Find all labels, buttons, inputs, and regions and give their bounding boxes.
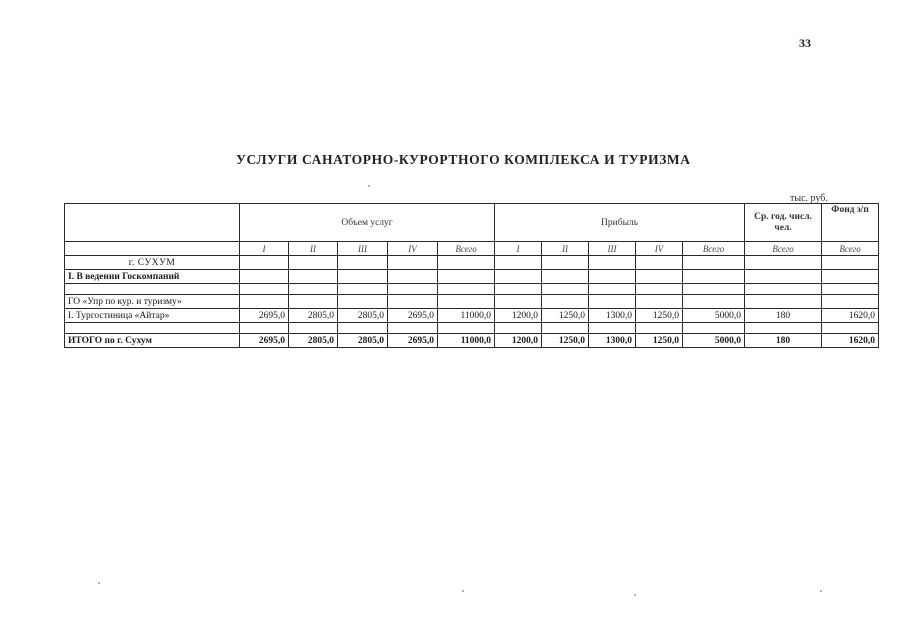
value-cell: 180 [745, 309, 822, 323]
value-cell: 2695,0 [240, 309, 289, 323]
group-header-row [65, 204, 879, 242]
total-cell: 1300,0 [589, 334, 636, 348]
scan-speck [634, 594, 636, 596]
payroll-header: Фонд з/п [822, 204, 879, 242]
total-cell: 5000,0 [683, 334, 745, 348]
value-cell: 1200,0 [495, 309, 542, 323]
scan-speck [820, 590, 822, 592]
total-cell: 1250,0 [636, 334, 683, 348]
value-cell: 1620,0 [822, 309, 879, 323]
total-cell: 2695,0 [240, 334, 289, 348]
total-cell: 1200,0 [495, 334, 542, 348]
org-label: ГО «Упр по кур. и туризму» [65, 295, 240, 309]
value-cell: 2695,0 [388, 309, 438, 323]
scan-speck [462, 590, 464, 592]
sub-header-cell: Всего [822, 242, 879, 256]
table-row [65, 309, 879, 323]
row-name: I. Тургостиница «Айтар» [65, 309, 240, 323]
avg-staff-header: Ср. год. числ. чел. [745, 204, 822, 242]
corner-cell [65, 204, 240, 242]
value-cell: 5000,0 [683, 309, 745, 323]
city-row [65, 256, 879, 270]
sub-header-cell: Всего [683, 242, 745, 256]
volume-header: Объем услуг [240, 204, 495, 242]
sub-header-cell: IV [388, 242, 438, 256]
scan-speck [368, 185, 370, 187]
value-cell: 1300,0 [589, 309, 636, 323]
sub-header-cell: II [289, 242, 338, 256]
sub-header-cell: IV [636, 242, 683, 256]
units-note: тыс. руб. [790, 193, 828, 204]
sub-header-row [65, 242, 879, 256]
spacer-row [65, 284, 879, 295]
value-cell: 1250,0 [636, 309, 683, 323]
total-cell: 11000,0 [438, 334, 495, 348]
org-row [65, 295, 879, 309]
total-cell: 2695,0 [388, 334, 438, 348]
profit-header: Прибыль [495, 204, 745, 242]
total-cell: 2805,0 [338, 334, 388, 348]
page-number: 33 [799, 36, 811, 50]
sub-header-cell: Всего [438, 242, 495, 256]
sub-header-cell: III [338, 242, 388, 256]
spacer-row [65, 323, 879, 334]
sub-header-cell: Всего [745, 242, 822, 256]
total-cell: 1620,0 [822, 334, 879, 348]
city-label: г. СУХУМ [65, 256, 240, 270]
total-row [65, 334, 879, 348]
section-row [65, 270, 879, 284]
total-label: ИТОГО по г. Сухум [65, 334, 240, 348]
scan-speck [98, 582, 100, 584]
document-title: УСЛУГИ САНАТОРНО-КУРОРТНОГО КОМПЛЕКСА И ТУРИЗМА [236, 152, 691, 167]
section-label: I. В ведении Госкомпаний [65, 270, 240, 284]
sub-header-cell: II [542, 242, 589, 256]
services-table [64, 203, 879, 348]
total-cell: 180 [745, 334, 822, 348]
sub-header-cell: I [495, 242, 542, 256]
value-cell: 1250,0 [542, 309, 589, 323]
total-cell: 1250,0 [542, 334, 589, 348]
sub-header-cell: I [240, 242, 289, 256]
sub-header-cell: III [589, 242, 636, 256]
value-cell: 2805,0 [338, 309, 388, 323]
total-cell: 2805,0 [289, 334, 338, 348]
value-cell: 11000,0 [438, 309, 495, 323]
value-cell: 2805,0 [289, 309, 338, 323]
